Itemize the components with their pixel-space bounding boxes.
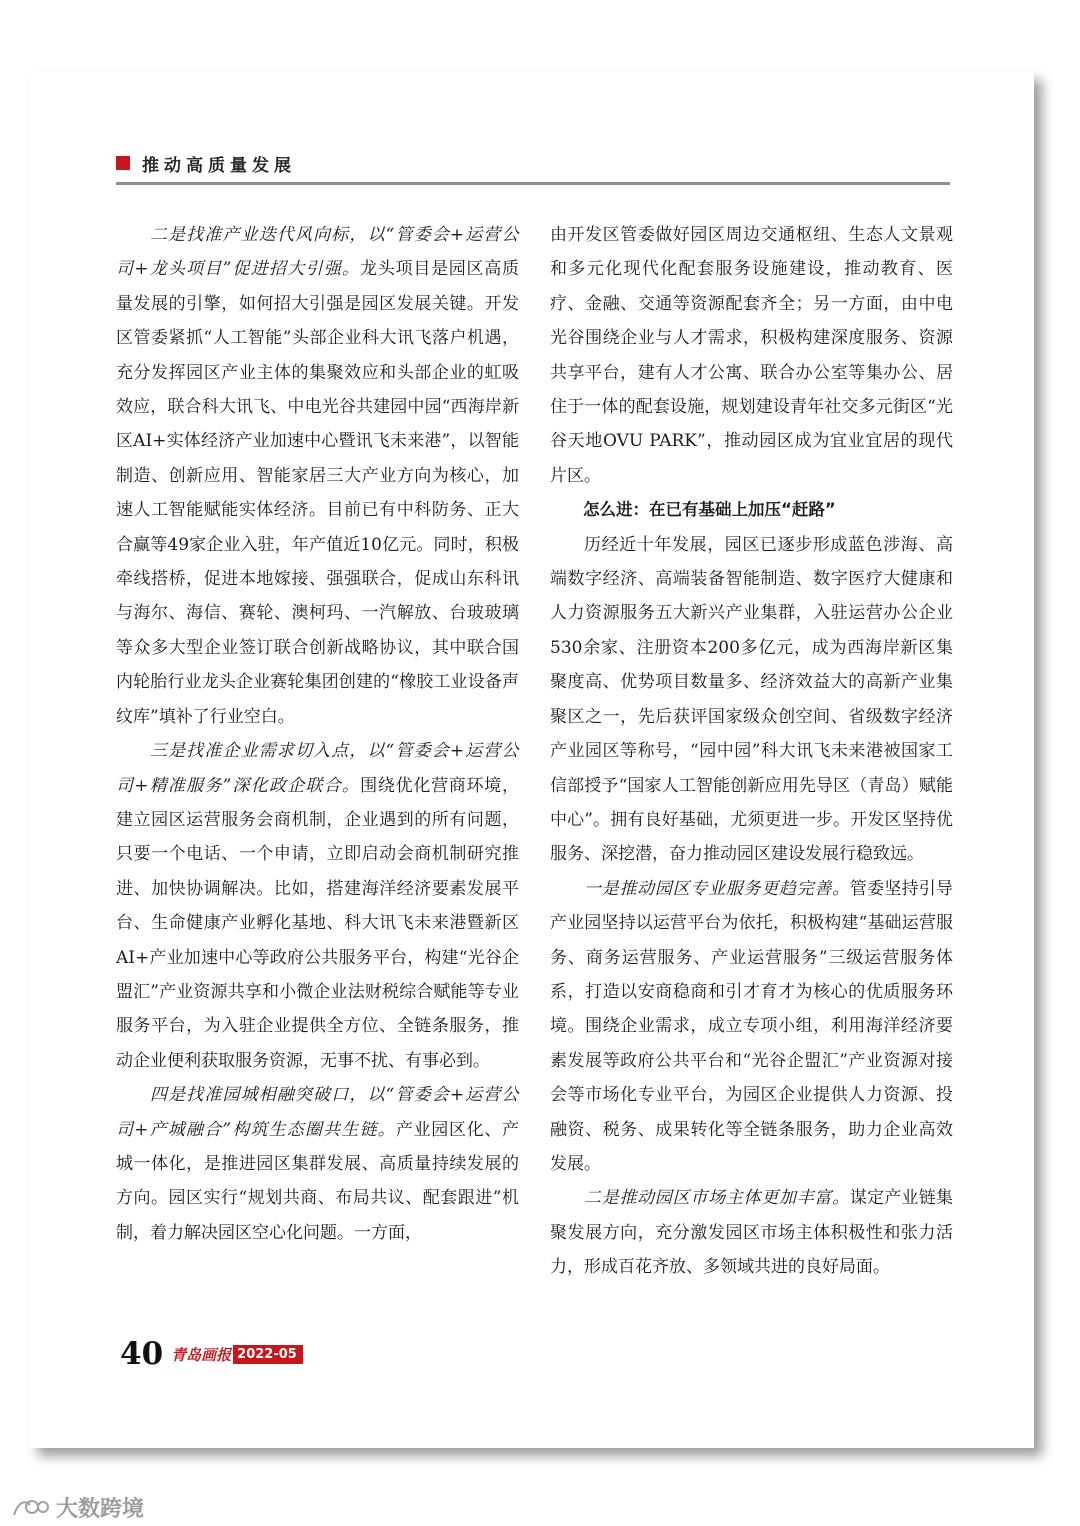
subheading: 怎么进：在已有基础上加压“赶路”: [583, 500, 836, 520]
left-column: [116, 218, 519, 1250]
paragraph-body: 产业园区化、产城一体化，是推进园区集群发展、高质量持续发展的方向。园区实行“规划共商、布局共议、配套跟进”机制，着力解决园区空心化问题。一方面，: [116, 1119, 519, 1243]
watermark-text: 大数跨境: [56, 1497, 145, 1522]
paragraph-body: 管委坚持引导产业园坚持以运营平台为依托，积极构建“基础运营服务、商务运营服务、产业运营服务”三级运营服务体系，打造以安商稳商和引才育才为核心的优质服务环境。围绕企业需求，成立专项小组，利用海洋经济要素发展等政府公共平台和“光谷企盟汇”产业资源对接会等市场化专业平台，为园区企业提供人力资源、投融资、税务、成果转化等全链条服务，助力企业高效发展。: [550, 878, 953, 1174]
right-column: [550, 218, 953, 1285]
paragraph-body: 谋定产业链集聚发展方向，充分激发园区市场主体积极性和张力活力，形成百花齐放、多领域共进的良好局面。: [550, 1188, 953, 1278]
magazine-logo: 青岛画报: [171, 1345, 232, 1364]
paragraph-lead: 一是推动园区专业服务更趋完善。: [584, 878, 850, 899]
paragraph: [550, 872, 953, 1182]
paragraph-lead: 四是找准园城相融突破口，以“管委会+运营公司+产城融合”构筑生态圈共生链。: [116, 1085, 519, 1140]
watermark: [10, 1492, 144, 1523]
paragraph: [116, 1078, 519, 1250]
watermark-logo-icon: [10, 1495, 50, 1521]
paragraph: 由开发区管委做好园区周边交通枢纽、生态人文景观和多元化现代化配套服务设施建设，推动教育、医疗、金融、交通等资源配套齐全；另一方面，由中电光谷围绕企业与人才需求，积极构建深度服务、资源共享平台，建有人才公寓、联合办公室等集办公、居住于一体的配套设施，规划建设青年社交多元街区“光谷天地OVU PARK”，推动园区成为宜业宜居的现代片区。: [550, 225, 953, 486]
magazine-page: [30, 72, 1034, 1448]
paragraph-body: 围绕优化营商环境，建立园区运营服务会商机制，企业遇到的所有问题，只要一个电话、一个申请，立即启动会商机制研究推进、加快协调解决。比如，搭建海洋经济要素发展平台、生命健康产业孵化基地、科大讯飞未来港暨新区AI+产业加速中心等政府公共服务平台，构建“光谷企盟汇”产业资源共享和小微企业法财税综合赋能等专业服务平台，为入驻企业提供全方位、全链条服务，推动企业便利获取服务资源，无事不扰、有事必到。: [116, 775, 519, 1071]
paragraph: [550, 1181, 953, 1284]
header-rule: [116, 182, 950, 185]
section-header: [116, 151, 296, 175]
paragraph-lead: 二是推动园区市场主体更加丰富。: [584, 1188, 850, 1209]
paragraph: [116, 734, 519, 1078]
paragraph-lead: 二是找准产业迭代风向标，以“管委会+运营公司+龙头项目”促进招大引强。: [116, 225, 519, 280]
paragraph-body: 龙头项目是园区高质量发展的引擎，如何招大引强是园区发展关键。开发区管委紧抓“人工智能”头部企业科大讯飞落户机遇，充分发挥园区产业主体的集聚效应和头部企业的虹吸效应，联合科大讯飞、中电光谷共建园中园“西海岸新区AI+实体经济产业加速中心暨讯飞未来港”，以智能制造、创新应用、智能家居三大产业方向为核心，加速人工智能赋能实体经济。目前已有中科防务、正大合赢等49家企业入驻，年产值近10亿元。同时，积极牵线搭桥，促进本地嫁接、强强联合，促成山东科讯与海尔、海信、赛轮、澳柯玛、一汽解放、台玻玻璃等众多大型企业签订联合创新战略协议，其中联合国内轮胎行业龙头企业赛轮集团创建的“橡胶工业设备声纹库”填补了行业空白。: [116, 259, 519, 727]
paragraph: 历经近十年发展，园区已逐步形成蓝色涉海、高端数字经济、高端装备智能制造、数字医疗大健康和人力资源服务五大新兴产业集群，入驻运营办公企业530余家、注册资本200多亿元，成为西海岸新区集聚度高、优势项目数量多、经济效益大的高新产业集聚区之一，先后获评国家级众创空间、省级数字经济产业园区等称号，“园中园”科大讯飞未来港被国家工信部授予“国家人工智能创新应用先导区（青岛）赋能中心”。拥有良好基础，尤须更进一步。开发区坚持优服务、深挖潜，奋力推动园区建设发展行稳致远。: [550, 534, 953, 865]
section-title: 推动高质量发展: [142, 155, 296, 176]
paragraph-lead: 三是找准企业需求切入点，以“管委会+运营公司+精准服务”深化政企联合。: [116, 741, 519, 796]
issue-badge: 2022-05: [233, 1345, 303, 1364]
page-number: 40: [120, 1336, 164, 1372]
section-marker-icon: [116, 156, 130, 170]
paragraph: [116, 218, 519, 734]
page-footer: [120, 1336, 303, 1372]
